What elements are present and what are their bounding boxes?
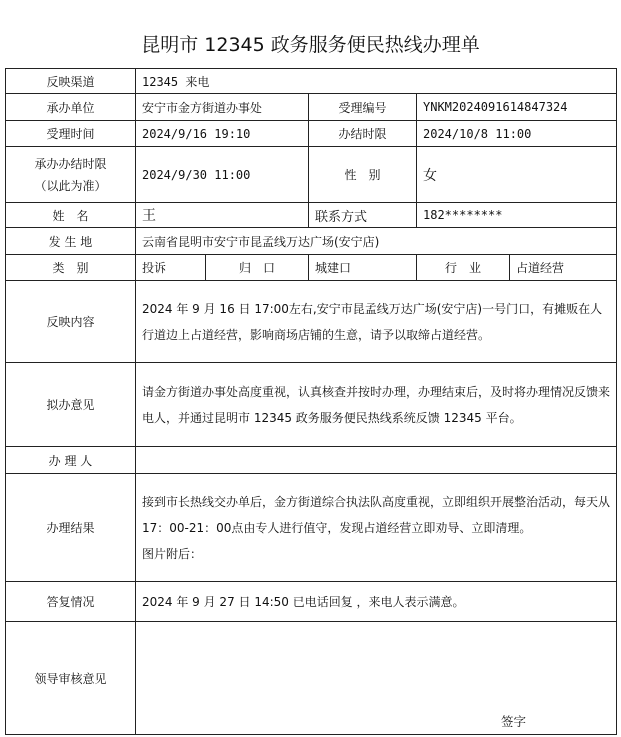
unit-value: 安宁市金方街道办事处 [136, 94, 309, 121]
row-handler [6, 447, 617, 474]
gender-value: 女 [417, 147, 617, 203]
contact-value: 182******** [417, 203, 617, 228]
row-unit [6, 94, 617, 121]
attribution-label: 归 口 [206, 255, 309, 281]
industry-value: 占道经营 [510, 255, 617, 281]
name-label: 姓 名 [6, 203, 136, 228]
accept-time-value: 2024/9/16 19:10 [136, 121, 309, 147]
reply-value: 2024 年 9 月 27 日 14:50 已电话回复 ，来电人表示满意。 [136, 582, 617, 622]
row-unit-deadline [6, 147, 617, 203]
contact-label: 联系方式 [309, 203, 417, 228]
gender-label: 性 别 [309, 147, 417, 203]
proposal-value: 请金方街道办事处高度重视，认真核查并按时办理，办理结束后，及时将办理情况反馈来电人，并通过昆明市 12345 政务服务便民热线系统反馈 12345 平台。 [136, 363, 617, 447]
category-label: 类 别 [6, 255, 136, 281]
name-value: 王 [136, 203, 309, 228]
location-label: 发 生 地 [6, 228, 136, 255]
row-reply [6, 582, 617, 622]
deadline-label: 办结时限 [309, 121, 417, 147]
handler-value [136, 447, 617, 474]
category-value: 投诉 [136, 255, 206, 281]
reply-label: 答复情况 [6, 582, 136, 622]
channel-label: 反映渠道 [6, 69, 136, 94]
unit-deadline-value: 2024/9/30 11:00 [136, 147, 309, 203]
channel-value: 12345 来电 [136, 69, 617, 94]
result-note-text: 图片附后： [142, 546, 203, 561]
row-name [6, 203, 617, 228]
unit-label: 承办单位 [6, 94, 136, 121]
deadline-value: 2024/10/8 11:00 [417, 121, 617, 147]
result-main-text: 接到市长热线交办单后，金方街道综合执法队高度重视，立即组织开展整治活动，每天从 17：00-21：00点由专人进行值守，发现占道经营立即劝导、立即清理。 [142, 494, 611, 535]
proposal-label: 拟办意见 [6, 363, 136, 447]
unit-deadline-label-line2: （以此为准） [34, 178, 107, 193]
row-review [6, 622, 617, 735]
result-label: 办理结果 [6, 474, 136, 582]
row-channel [6, 69, 617, 94]
row-location [6, 228, 617, 255]
row-time [6, 121, 617, 147]
industry-label: 行 业 [417, 255, 510, 281]
review-label: 领导审核意见 [6, 622, 136, 735]
signature-label: 签字 [501, 714, 527, 729]
accept-time-label: 受理时间 [6, 121, 136, 147]
result-value [136, 474, 617, 582]
unit-deadline-label-line1: 承办办结时限 [34, 156, 107, 171]
row-category [6, 255, 617, 281]
row-proposal [6, 363, 617, 447]
content-value: 2024 年 9 月 16 日 17:00左右,安宁市昆孟线万达广场(安宁店)一号门口，有摊贩在人行道边上占道经营，影响商场店铺的生意，请予以取缔占道经营。 [136, 281, 617, 363]
review-value [136, 622, 617, 735]
accept-no-label: 受理编号 [309, 94, 417, 121]
attribution-value: 城建口 [309, 255, 417, 281]
row-content [6, 281, 617, 363]
location-value: 云南省昆明市安宁市昆孟线万达广场(安宁店) [136, 228, 617, 255]
row-result [6, 474, 617, 582]
hotline-form-table [5, 68, 617, 735]
handler-label: 办 理 人 [6, 447, 136, 474]
page-title: 昆明市 12345 政务服务便民热线办理单 [141, 34, 480, 56]
unit-deadline-label [6, 147, 136, 203]
content-label: 反映内容 [6, 281, 136, 363]
accept-no-value: YNKM20240916148473​24 [417, 94, 617, 121]
